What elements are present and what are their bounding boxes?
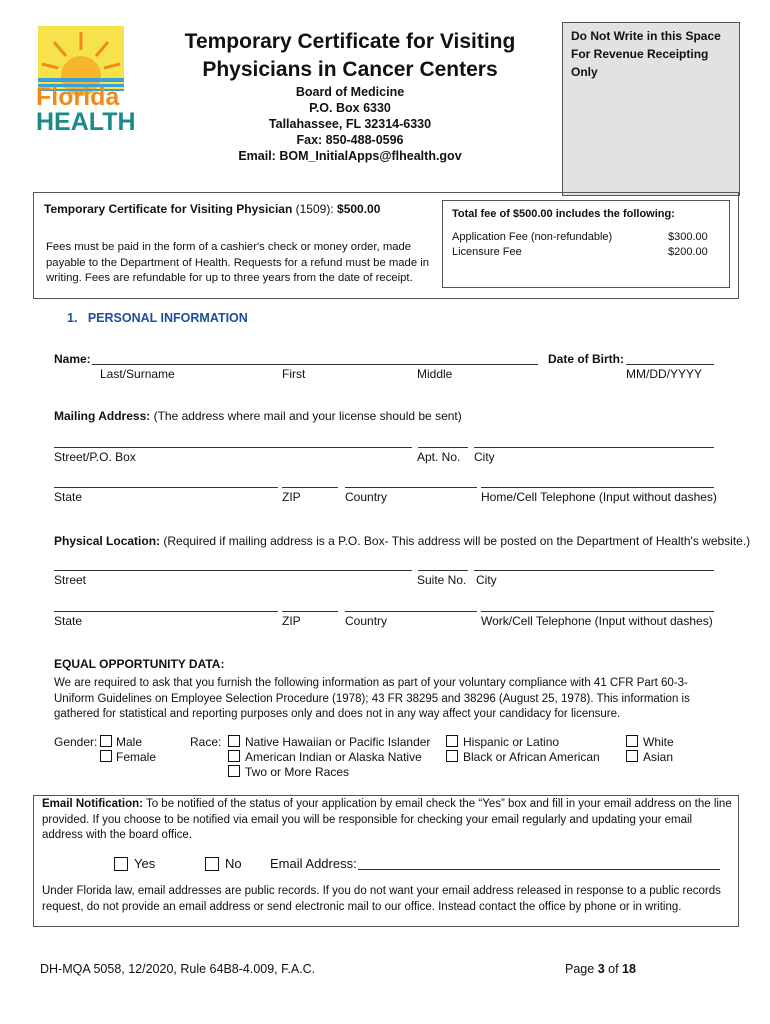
dob-format-caption: MM/DD/YYYY xyxy=(626,367,703,381)
mailing-note: (The address where mail and your license should be sent) xyxy=(153,409,462,423)
race-two-or-more-checkbox[interactable] xyxy=(228,765,240,777)
email-address-label: Email Address: xyxy=(270,856,357,871)
fee-item-label: Application Fee (non-refundable) xyxy=(452,231,613,243)
race-white-checkbox[interactable] xyxy=(626,735,638,747)
cert-fee-line xyxy=(44,202,380,216)
physical-suite-input[interactable] xyxy=(418,570,468,571)
zip-caption: ZIP xyxy=(282,490,301,504)
physical-zip-input[interactable] xyxy=(282,611,338,612)
apt-caption: Apt. No. xyxy=(417,450,461,464)
state-caption: State xyxy=(54,490,83,504)
home-phone-input[interactable] xyxy=(481,487,714,488)
page-prefix: Page xyxy=(565,962,595,976)
race-two-or-more-label: Two or More Races xyxy=(245,765,350,779)
gender-female-checkbox[interactable] xyxy=(100,750,112,762)
page-current: 3 xyxy=(597,962,605,976)
public-records-notice: Under Florida law, email addresses are public records. If you do not want your email address released in response to a public records request, do not provide an email address or send electronic mail to our office. Instead contact the office by phone or in writing. xyxy=(42,885,721,913)
country-caption: Country xyxy=(345,614,388,628)
first-name-caption: First xyxy=(282,367,306,381)
email-no-label: No xyxy=(225,856,242,871)
email-no-checkbox[interactable] xyxy=(205,857,219,871)
section-heading-personal-info: 1. PERSONAL INFORMATION xyxy=(67,311,248,325)
email-contact: Email: BOM_InitialApps@flhealth.gov xyxy=(238,149,462,163)
race-pacific-checkbox[interactable] xyxy=(228,735,240,747)
revenue-line1: Do Not Write in this Space xyxy=(571,29,721,43)
dob-input[interactable] xyxy=(626,364,714,365)
race-black-checkbox[interactable] xyxy=(446,750,458,762)
city-caption: City xyxy=(476,573,497,587)
physical-state-input[interactable] xyxy=(54,611,278,612)
mailing-street-input[interactable] xyxy=(54,447,412,448)
middle-name-caption: Middle xyxy=(417,367,453,381)
physical-city-input[interactable] xyxy=(474,570,714,571)
po-box: P.O. Box 6330 xyxy=(309,101,391,115)
logo-word-health: HEALTH xyxy=(36,108,136,136)
race-hispanic-checkbox[interactable] xyxy=(446,735,458,747)
cert-code: (1509): xyxy=(295,202,334,216)
physical-street-input[interactable] xyxy=(54,570,412,571)
email-notification-label: Email Notification: xyxy=(42,798,143,810)
eeo-text: We are required to ask that you furnish the following information as part of your voluntary compliance with 41 CFR Part 60-3-Uniform Guidelines on Employee Selection Procedure (1978); 43 FR 38295 and 38296 (August 25, 1978). This information is gathered for statistical and reporting purposes only and does not in any way affect your candidacy for licensure. xyxy=(54,677,690,720)
form-identifier: DH-MQA 5058, 12/2020, Rule 64B8-4.009, F.A.C. xyxy=(40,962,316,976)
mailing-zip-input[interactable] xyxy=(282,487,338,488)
home-phone-caption: Home/Cell Telephone (Input without dashes) xyxy=(481,490,717,504)
revenue-receipting-box xyxy=(562,22,740,196)
florida-health-logo xyxy=(34,26,136,136)
gender-male-checkbox[interactable] xyxy=(100,735,112,747)
race-asian-checkbox[interactable] xyxy=(626,750,638,762)
work-phone-input[interactable] xyxy=(481,611,714,612)
work-phone-caption: Work/Cell Telephone (Input without dashes) xyxy=(481,614,713,628)
city-caption: City xyxy=(474,450,495,464)
race-hispanic-label: Hispanic or Latino xyxy=(463,735,560,749)
race-native-label: American Indian or Alaska Native xyxy=(245,750,422,764)
page-number xyxy=(565,962,636,976)
total-fee-title: Total fee of $500.00 includes the following: xyxy=(452,208,675,220)
fee-note: Fees must be paid in the form of a cashier's check or money order, made payable to the Department of Health. Requests for a refund must be made in writing. Fees are refundable for up to three years from the date of receipt. xyxy=(46,241,430,284)
cert-label: Temporary Certificate for Visiting Physician xyxy=(44,202,293,216)
physical-country-input[interactable] xyxy=(345,611,477,612)
fax-number: Fax: 850-488-0596 xyxy=(296,133,404,147)
street-po-caption: Street/P.O. Box xyxy=(54,450,136,464)
zip-caption: ZIP xyxy=(282,614,301,628)
email-yes-checkbox[interactable] xyxy=(114,857,128,871)
mailing-country-input[interactable] xyxy=(345,487,477,488)
name-input[interactable] xyxy=(92,364,538,365)
mailing-city-input[interactable] xyxy=(474,447,714,448)
page-total: 18 xyxy=(622,962,636,976)
board-name: Board of Medicine xyxy=(295,85,405,99)
logo-word-florida: Florida xyxy=(36,83,120,111)
race-asian-label: Asian xyxy=(643,750,674,764)
physical-note: (Required if mailing address is a P.O. Box- This address will be posted on the Department of Health's website.) xyxy=(163,534,751,548)
dob-label: Date of Birth: xyxy=(548,352,624,366)
fee-item-amount: $300.00 xyxy=(668,231,708,243)
page-title-line1: Temporary Certificate for Visiting xyxy=(184,30,516,53)
last-name-caption: Last/Surname xyxy=(100,367,175,381)
gender-label: Gender: xyxy=(54,735,98,749)
eeo-heading: EQUAL OPPORTUNITY DATA: xyxy=(54,657,225,671)
physical-location-line xyxy=(54,534,750,548)
race-pacific-label: Native Hawaiian or Pacific Islander xyxy=(245,735,431,749)
country-caption: Country xyxy=(345,490,388,504)
street-caption: Street xyxy=(54,573,87,587)
physical-label: Physical Location: xyxy=(54,534,161,548)
race-white-label: White xyxy=(643,735,674,749)
gender-male-label: Male xyxy=(116,735,143,749)
suite-caption: Suite No. xyxy=(417,573,467,587)
state-caption: State xyxy=(54,614,83,628)
email-notification-text xyxy=(42,797,732,844)
city-state: Tallahassee, FL 32314-6330 xyxy=(268,117,432,131)
mailing-apt-input[interactable] xyxy=(418,447,468,448)
page-of: of xyxy=(608,962,619,976)
fee-item-label: Licensure Fee xyxy=(452,246,522,258)
race-black-label: Black or African American xyxy=(463,750,600,764)
email-yes-label: Yes xyxy=(134,856,156,871)
name-label: Name: xyxy=(54,352,91,366)
email-address-input[interactable] xyxy=(358,869,720,870)
fee-item-amount: $200.00 xyxy=(668,246,708,258)
revenue-line2: For Revenue Receipting Only xyxy=(571,47,709,79)
mailing-address-line xyxy=(54,409,462,423)
race-native-checkbox[interactable] xyxy=(228,750,240,762)
gender-female-label: Female xyxy=(116,750,157,764)
race-label: Race: xyxy=(190,735,222,749)
mailing-state-input[interactable] xyxy=(54,487,278,488)
email-notification-body: To be notified of the status of your application by email check the “Yes” box and fill in your email address on the line provided. If you choose to be notified via email you will be responsible for checking your email regularly and updating your email address with the board office. xyxy=(42,798,732,841)
cert-amount: $500.00 xyxy=(337,202,381,216)
mailing-label: Mailing Address: xyxy=(54,409,151,423)
page-title-line2: Physicians in Cancer Centers xyxy=(202,58,498,81)
